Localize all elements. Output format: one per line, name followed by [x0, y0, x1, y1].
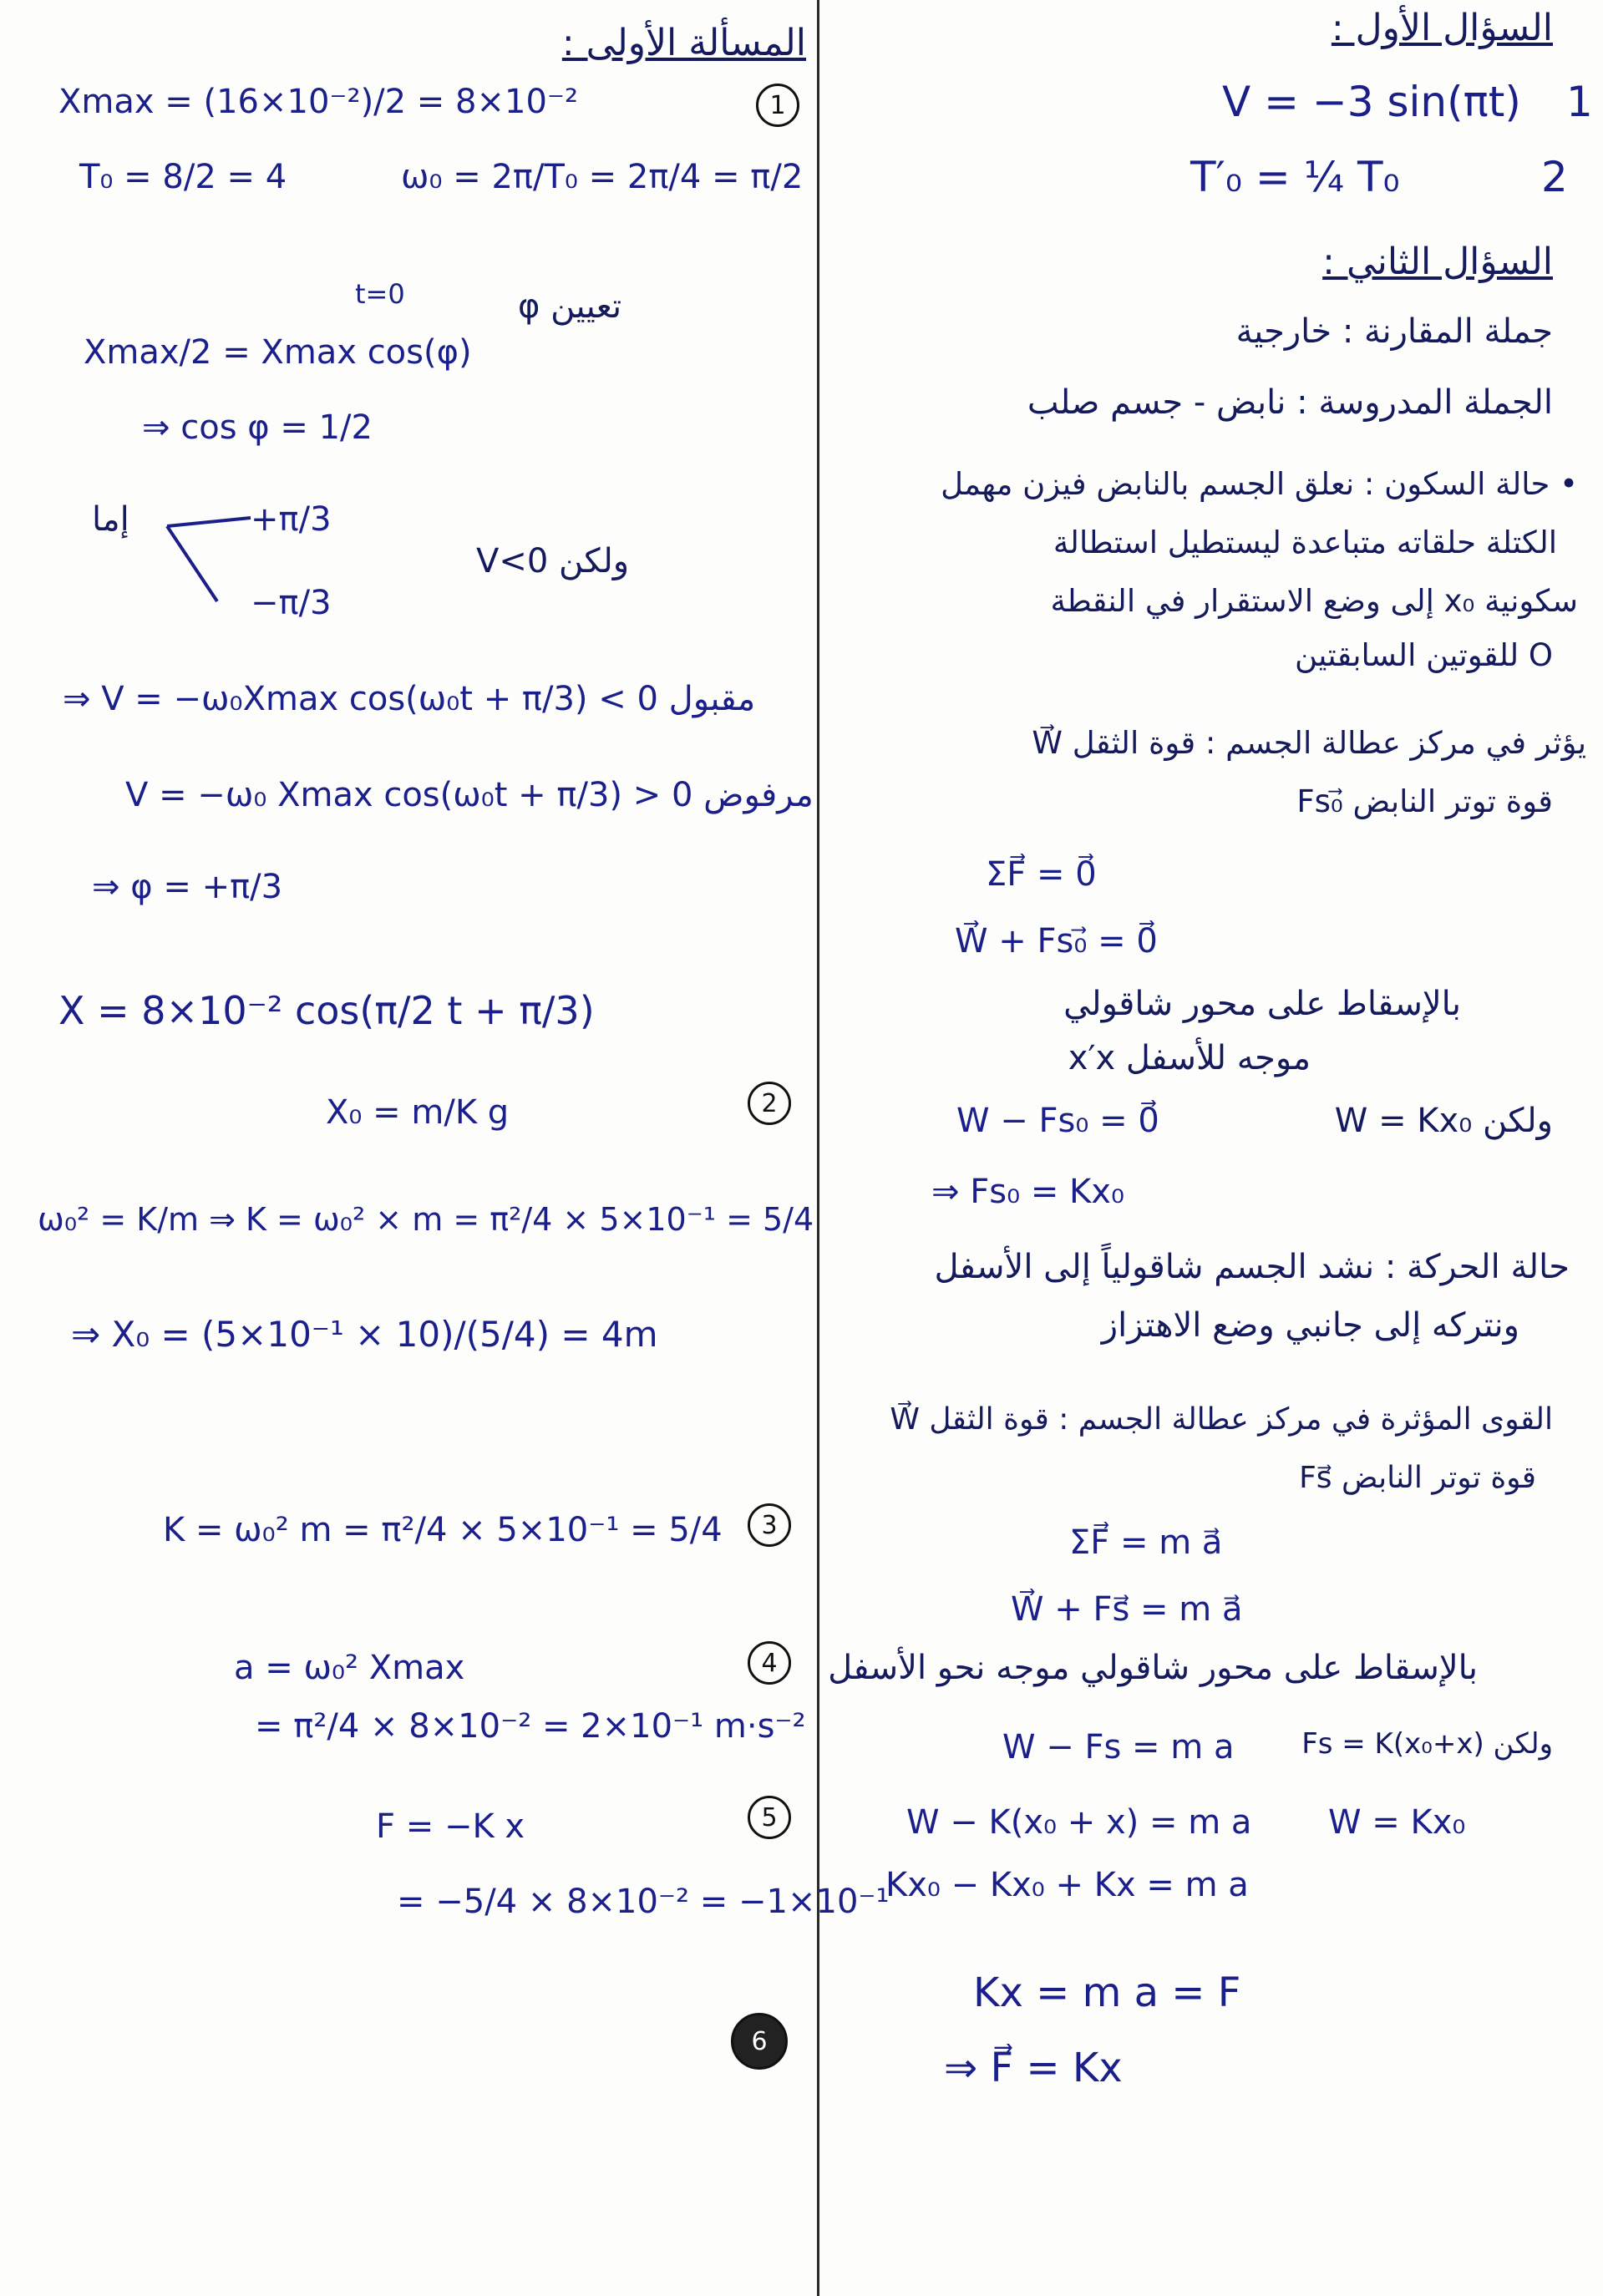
- w-minus-fs0: W − Fs₀ = 0⃗: [956, 1102, 1159, 1140]
- sum-forces-ma: ΣF⃗ = m a⃗: [1069, 1523, 1223, 1562]
- branch-arrow-icon: [159, 501, 259, 618]
- kx-equation: Kx = m a = F: [973, 1969, 1241, 2016]
- item-number-6: 6: [731, 2013, 788, 2070]
- motion-line-2: ونتركه إلى جانبي وضع الاهتزاز: [1101, 1306, 1519, 1345]
- force-result: = −5/4 × 8×10⁻² = −1×10⁻¹: [397, 1883, 890, 1921]
- final-force: ⇒ F⃗ = Kx: [944, 2045, 1123, 2091]
- acting-forces-line-2: قوة توتر النابض Fs⃗: [1299, 1461, 1536, 1495]
- plus-pi3-branch: +π/3: [251, 500, 332, 539]
- cos-phi-equation: ⇒ cos φ = 1/2: [142, 408, 373, 447]
- but-v-negative: ولكن V<0: [476, 542, 630, 580]
- minus-pi3-branch: −π/3: [251, 584, 332, 622]
- problem-one-heading: المسألة الأولى :: [561, 22, 806, 64]
- cancel-equation: Kx₀ − Kx₀ + Kx = m a: [885, 1866, 1249, 1904]
- find-phi-label: تعيين φ: [518, 287, 622, 326]
- q1-answer-2-number: 2: [1541, 153, 1568, 201]
- projection-line-1: بالإسقاط على محور شاقولي: [1063, 985, 1461, 1023]
- item-number-5: 5: [748, 1796, 791, 1839]
- x-time-equation: X = 8×10⁻² cos(π/2 t + π/3): [58, 988, 595, 1033]
- t0-equation: T₀ = 8/2 = 4: [79, 158, 287, 196]
- studied-system: الجملة المدروسة : نابض - جسم صلب: [1027, 383, 1553, 422]
- acting-forces-line-1: القوى المؤثرة في مركز عطالة الجسم : قوة الثقل W⃗: [890, 1402, 1553, 1437]
- k-result: K = ω₀² m = π²/4 × 5×10⁻¹ = 5/4: [163, 1511, 723, 1549]
- rest-state-line-3: سكونية x₀ إلى وضع الاستقرار في النقطة: [1050, 583, 1578, 619]
- t-zero-label: t=0: [355, 278, 405, 310]
- w0-equation: ω₀ = 2π/T₀ = 2π/4 = π/2: [401, 158, 804, 196]
- xmax-half-equation: Xmax/2 = Xmax cos(φ): [84, 333, 472, 372]
- item-number-2: 2: [748, 1082, 791, 1125]
- projection-line-2: موجه للأسفل x′x: [1068, 1039, 1311, 1077]
- w-minus-fs: W − Fs = m a: [1002, 1728, 1235, 1766]
- w-kx0: W = Kx₀: [1328, 1803, 1466, 1842]
- x0-equation: X₀ = m/K g: [326, 1093, 510, 1132]
- projection-line-3: بالإسقاط على محور شاقولي موجه نحو الأسفل: [828, 1649, 1478, 1687]
- w-k-equation: W − K(x₀ + x) = m a: [906, 1803, 1252, 1842]
- but-w-equals: ولكن W = Kx₀: [1334, 1102, 1553, 1140]
- question-one-heading: السؤال الأول :: [1331, 7, 1553, 49]
- rest-state-line-2: الكتلة حلقاته متباعدة ليستطيل استطالة: [1053, 525, 1557, 560]
- but-fs-equals: ولكن Fs = K(x₀+x): [1301, 1727, 1553, 1761]
- phi-result: ⇒ φ = +π/3: [92, 868, 283, 906]
- column-divider: [817, 0, 819, 2296]
- acceleration-result: = π²/4 × 8×10⁻² = 2×10⁻¹ m·s⁻²: [255, 1707, 806, 1746]
- force-equation: F = −K x: [376, 1807, 525, 1846]
- k-equation: ω₀² = K/m ⇒ K = ω₀² × m = π²/4 × 5×10⁻¹ = 5/4: [38, 1201, 814, 1238]
- rest-state-line-4: O للقوتين السابقتين: [1295, 637, 1553, 673]
- item-number-3: 3: [748, 1503, 791, 1547]
- q1-answer-1-number: 1: [1566, 78, 1593, 126]
- x0-result: ⇒ X₀ = (5×10⁻¹ × 10)/(5/4) = 4m: [71, 1314, 658, 1355]
- either-label: إما: [92, 500, 129, 539]
- question-two-heading: السؤال الثاني :: [1322, 241, 1553, 283]
- w-plus-fs0: W⃗ + Fs₀⃗ = 0⃗: [955, 922, 1158, 960]
- sum-forces-zero: ΣF⃗ = 0⃗: [986, 855, 1097, 894]
- item-number-4: 4: [748, 1641, 791, 1685]
- v-accepted-equation: ⇒ V = −ω₀Xmax cos(ω₀t + π/3) < 0 مقبول: [63, 680, 756, 718]
- forces-line-1: يؤثر في مركز عطالة الجسم : قوة الثقل W⃗: [1032, 725, 1586, 761]
- rest-state-line-1: • حالة السكون : نعلق الجسم بالنابض فيزن مهمل: [941, 466, 1578, 502]
- w-plus-fs-ma: W⃗ + Fs⃗ = m a⃗: [1011, 1590, 1243, 1629]
- q1-answer-1: V = −3 sin(πt): [1222, 78, 1521, 126]
- reference-frame: جملة المقارنة : خارجية: [1235, 312, 1553, 351]
- q1-answer-2: T′₀ = ¼ T₀: [1190, 153, 1400, 201]
- motion-line-1: حالة الحركة : نشد الجسم شاقولياً إلى الأسفل: [934, 1248, 1570, 1286]
- right-column: [823, 0, 1603, 2296]
- xmax-equation: Xmax = (16×10⁻²)/2 = 8×10⁻²: [58, 83, 579, 121]
- item-number-1: 1: [756, 84, 799, 127]
- forces-line-2: قوة توتر النابض Fs₀⃗: [1296, 783, 1553, 819]
- v-rejected-equation: V = −ω₀ Xmax cos(ω₀t + π/3) > 0 مرفوض: [125, 776, 814, 814]
- acceleration-equation: a = ω₀² Xmax: [234, 1649, 465, 1687]
- fs0-result: ⇒ Fs₀ = Kx₀: [931, 1173, 1124, 1211]
